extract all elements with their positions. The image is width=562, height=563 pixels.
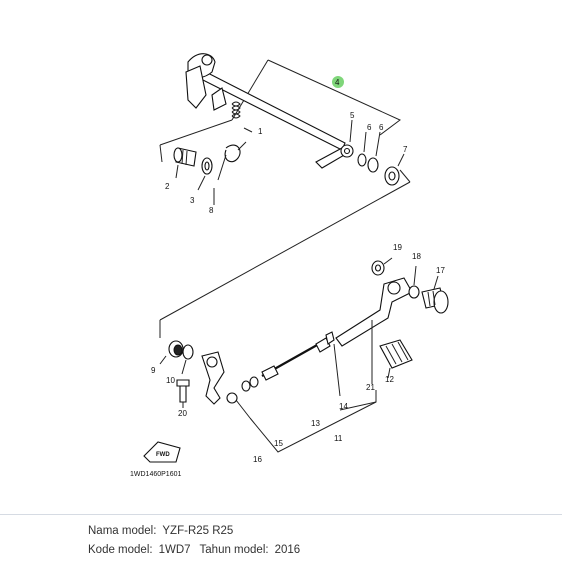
callout-14[interactable]: 14 [339, 402, 348, 411]
washer-19 [372, 258, 392, 275]
washer-10 [182, 345, 193, 374]
callout-12[interactable]: 12 [385, 375, 394, 384]
spring-8 [214, 142, 246, 205]
shift-pedal-21 [336, 278, 412, 384]
callout-7[interactable]: 7 [403, 145, 408, 154]
callout-10[interactable]: 10 [166, 376, 175, 385]
model-info-panel [0, 514, 562, 563]
shift-shaft [186, 54, 345, 150]
fwd-text: FWD [156, 452, 170, 458]
callout-19[interactable]: 19 [393, 243, 402, 252]
model-name-row [88, 525, 233, 537]
callout-17[interactable]: 17 [436, 266, 445, 275]
washer-7 [385, 154, 404, 185]
callout-5[interactable]: 5 [350, 111, 355, 120]
frame-line [400, 170, 410, 182]
callout-15[interactable]: 15 [274, 439, 283, 448]
callout-16[interactable]: 16 [253, 455, 262, 464]
callout-3[interactable]: 3 [190, 196, 195, 205]
washer-6a [358, 132, 366, 166]
frame-line [160, 120, 232, 145]
callout-11[interactable]: 11 [334, 434, 343, 443]
year-value: 2016 [274, 544, 301, 556]
washer-6b [368, 132, 380, 172]
model-code-row [88, 544, 300, 556]
bolt-20 [177, 380, 189, 408]
bolt-17 [422, 276, 448, 313]
shift-rod [262, 338, 330, 380]
nut-9 [160, 341, 183, 364]
drawing-code: 1WD1460P1601 [130, 471, 182, 478]
callout-9[interactable]: 9 [151, 366, 156, 375]
bolt-2 [174, 148, 196, 178]
callout-2[interactable]: 2 [165, 182, 170, 191]
rod-joint-15 [202, 352, 237, 404]
year-label: Tahun model: [199, 544, 269, 556]
pedal-rubber-12 [380, 340, 412, 378]
frame-line-diagonal [160, 182, 410, 320]
callout-6b[interactable]: 6 [379, 123, 384, 132]
callout-20[interactable]: 20 [178, 409, 187, 418]
model-code-label: Kode model: [88, 544, 153, 556]
fwd-arrow-icon [144, 442, 180, 462]
callout-18[interactable]: 18 [412, 252, 421, 261]
nut-14 [326, 332, 340, 396]
leader-line [236, 400, 250, 418]
model-name-label: Nama model: [88, 525, 157, 537]
model-name-value: YZF-R25 R25 [162, 525, 234, 537]
spring-1 [232, 102, 252, 132]
callout-4[interactable]: 4 [335, 78, 340, 87]
callout-8[interactable]: 8 [209, 206, 214, 215]
callout-21[interactable]: 21 [366, 383, 375, 392]
frame-line [160, 145, 162, 162]
model-code-value: 1WD7 [158, 544, 191, 556]
callout-13[interactable]: 13 [311, 419, 320, 428]
nut-joint [242, 377, 258, 391]
callout-6a[interactable]: 6 [367, 123, 372, 132]
washer-3 [198, 158, 212, 190]
washer-18 [409, 266, 419, 298]
callout-1[interactable]: 1 [258, 127, 263, 136]
